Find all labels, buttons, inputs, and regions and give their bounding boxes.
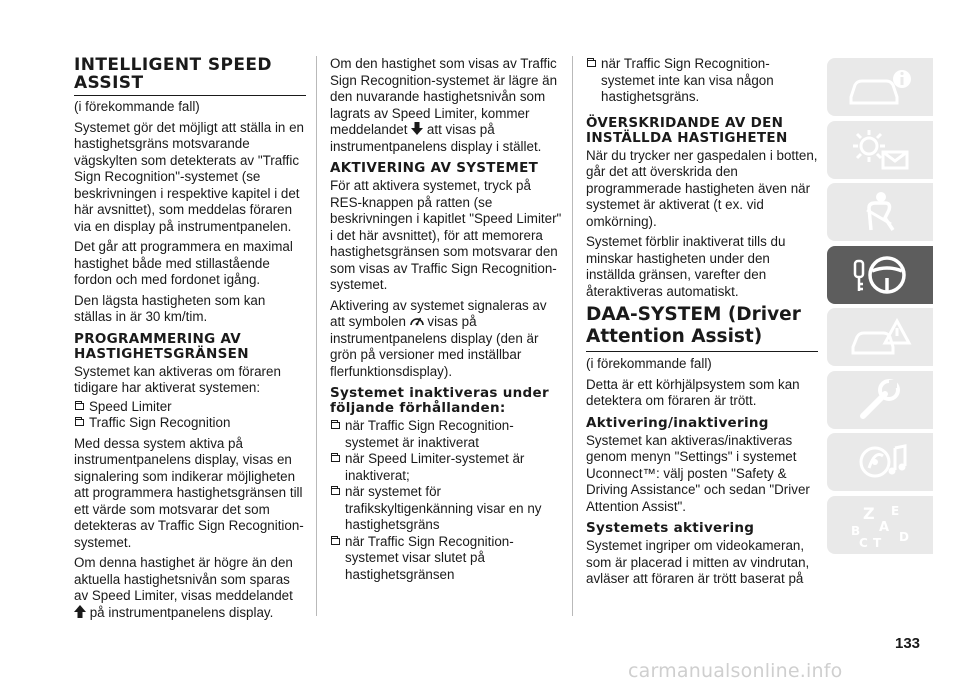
index-letter: E: [891, 503, 900, 518]
index-letter: B: [851, 523, 861, 538]
index-letter: A: [879, 519, 890, 535]
paragraph: För att aktivera systemet, tryck på RES-knappen på ratten (se beskrivningen i kapitlet "Speed Limiter" i det här avsnittet), för att memorera hastighetsgränsen som motsvarar den som visas av Traffic Sign Recognition-systemet.: [330, 178, 562, 292]
list-item: när Traffic Sign Recognition-systemet inte kan visa någon hastighetsgräns.: [586, 56, 818, 106]
list-item: Speed Limiter: [74, 399, 306, 416]
index-letter: D: [899, 529, 909, 544]
safety-seat-icon: [845, 188, 915, 236]
subsection-title: ÖVERSKRIDANDE AV DEN INSTÄLLDA HASTIGHETEN: [586, 114, 788, 146]
index-letter: Z: [863, 503, 875, 523]
paragraph: Systemet gör det möjligt att ställa in en hastighetsgräns motsvarande vägskylten som detekterats av "Traffic Sign Recognition"-systemet (se beskrivningen i respektive kapitel i det här avsnittet), som meddelas föraren via en display på instrumentpanelen.: [74, 119, 304, 234]
column-3: [586, 56, 818, 592]
list-item: när systemet för trafikskyltigenkänning visar en ny hastighetsgräns: [330, 484, 562, 534]
subsection-title: Aktivering/inaktivering: [586, 414, 769, 431]
arrow-up-icon: [74, 605, 86, 618]
section-title: INTELLIGENT SPEED ASSIST: [74, 56, 306, 96]
bullet-icon: [331, 488, 340, 495]
warning-lights-icon: [845, 126, 915, 174]
list-item: Traffic Sign Recognition: [74, 415, 306, 432]
emergency-icon: [845, 313, 915, 361]
column-divider: [572, 56, 573, 616]
speed-limit-symbol-icon: [410, 314, 424, 327]
chapter-tabs: [827, 58, 933, 558]
list-item: när Traffic Sign Recognition-systemet visar slutet på hastighetsgränsen: [330, 534, 562, 584]
paragraph: Aktivering av systemet signaleras av att symbolen visas på instrumentpanelens display (den är grön på versioner med inställbar flerfunktionsdisplay).: [330, 297, 547, 379]
bullet-icon: [331, 455, 340, 462]
bullet-icon: [331, 538, 340, 545]
paragraph: Systemet förblir inaktiverat tills du minskar hastigheten under den inställda gränsen, varefter den återaktiveras automatiskt.: [586, 234, 786, 299]
paragraph: Om den hastighet som visas av Traffic Sign Recognition-systemet är lägre än den nuvarande hastighetsnivån som lagrats av Speed Limiter, kommer meddelandet att visas på instrumentpanelens display i stället.: [330, 56, 558, 154]
index-letter: T: [873, 535, 882, 549]
paragraph: Systemet kan aktiveras om föraren tidigare har aktiverat systemen:: [74, 363, 281, 395]
paragraph: När du trycker ner gaspedalen i botten, går det att överskrida den programmerade hastigheten även när systemet är aktiverat (t ex. vid omkörning).: [586, 147, 818, 229]
bullet-icon: [587, 60, 596, 67]
section-title: DAA-SYSTEM (Driver Attention Assist): [586, 304, 818, 352]
column-divider: [316, 56, 317, 616]
page-number: 133: [895, 635, 921, 652]
subsection-title: PROGRAMMERING AV HASTIGHETSGRÄNSEN: [74, 330, 249, 362]
index-letter: C: [859, 535, 868, 549]
multimedia-icon: [845, 438, 915, 486]
tab-emergency[interactable]: [827, 308, 933, 366]
paragraph: Med dessa system aktiva på instrumentpanelens display, visas en signalering som indikerar möjligheten att programmera hastighetsgränsen till ett värde som motsvarar det som detekteras av Traffic Sign Recognition-systemet.: [74, 435, 304, 550]
paragraph: Om denna hastighet är högre än den aktuella hastighetsnivån som sparas av Speed Limiter, visas meddelandet på instrumentpanelens display.: [74, 555, 293, 620]
paragraph: Det går att programmera en maximal hastighet både med stillastående fordon och med fordonet igång.: [74, 239, 293, 287]
watermark: carmanualsonline.info: [628, 660, 843, 682]
paragraph: Detta är ett körhjälpsystem som kan detektera om föraren är trött.: [586, 376, 800, 408]
index-icon: [845, 501, 915, 549]
bullet-icon: [331, 422, 340, 429]
arrow-down-icon: [411, 122, 423, 135]
tab-warning-lights[interactable]: [827, 121, 933, 179]
tab-index[interactable]: [827, 496, 933, 554]
bullet-icon: [75, 419, 84, 426]
car-info-icon: [845, 63, 915, 111]
paragraph: (i förekommande fall): [74, 99, 200, 114]
column-2: [330, 56, 562, 583]
paragraph: Den lägsta hastigheten som kan ställas in är 30 km/tim.: [74, 292, 266, 324]
subsection-title: AKTIVERING AV SYSTEMET: [330, 160, 539, 176]
subsection-title: Systemet inaktiveras under följande förhållanden:: [330, 385, 549, 416]
paragraph: (i förekommande fall): [586, 356, 712, 371]
steering-wheel-icon: [845, 251, 915, 299]
paragraph: Systemet ingriper om videokameran, som är placerad i mitten av vindrutan, avläser att föraren är trött baserat på: [586, 538, 810, 586]
tab-car-info[interactable]: [827, 58, 933, 116]
tab-service[interactable]: [827, 371, 933, 429]
bullet-icon: [75, 403, 84, 410]
subsection-title: Systemets aktivering: [586, 520, 755, 536]
service-wrench-icon: [845, 376, 915, 424]
paragraph: Systemet kan aktiveras/inaktiveras genom menyn "Settings" i systemet Uconnect™: välj posten "Safety & Driving Assistance" och sedan "Driver Attention Assist".: [586, 432, 810, 514]
column-1: [74, 56, 306, 625]
list-item: när Traffic Sign Recognition-systemet är inaktiverat: [330, 418, 562, 451]
tab-starting-driving[interactable]: [827, 246, 933, 304]
list-item: när Speed Limiter-systemet är inaktiverat;: [330, 451, 562, 484]
tab-multimedia[interactable]: [827, 433, 933, 491]
tab-safety[interactable]: [827, 183, 933, 241]
